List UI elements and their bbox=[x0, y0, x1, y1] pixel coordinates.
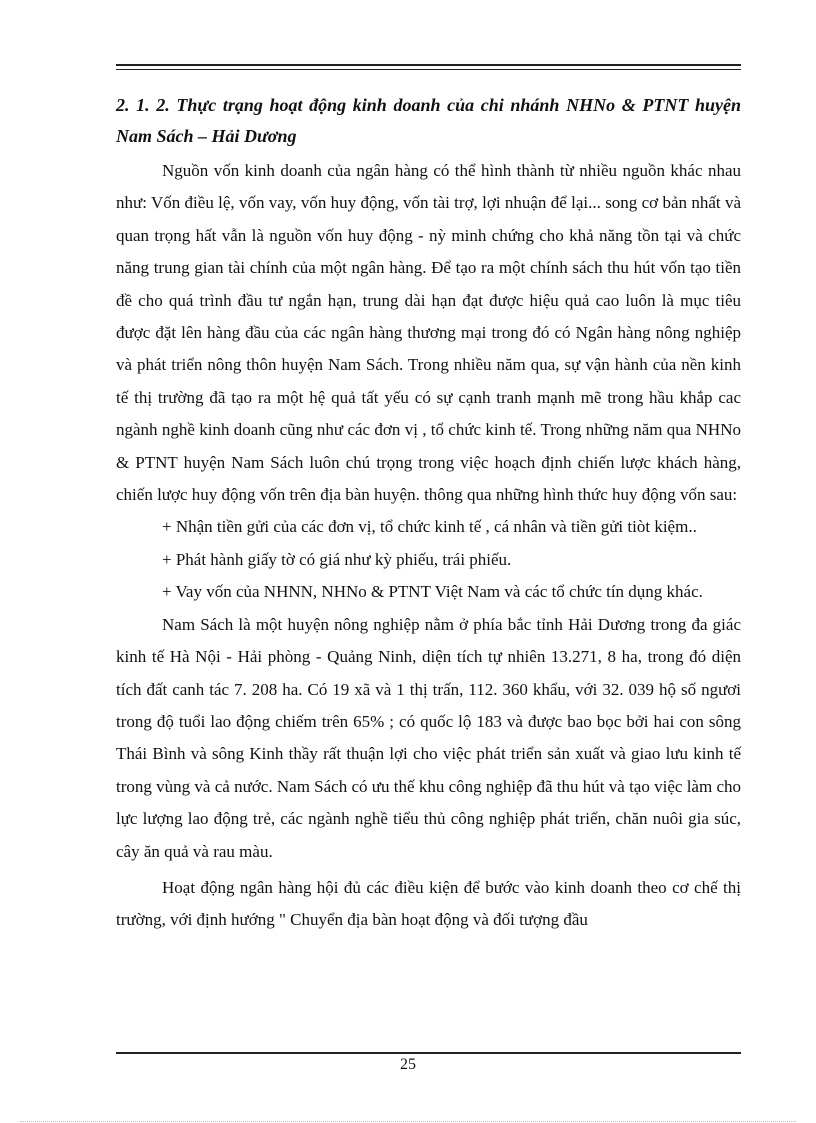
paragraph-nam-sach: Nam Sách là một huyện nông nghiệp nằm ở phía bắc tỉnh Hải Dương trong đa giác kinh tế Hà Nội - Hải phòng - Quảng Ninh, diện tích tự nhiên 13.271, 8 ha, trong đó diện tích đất canh tác 7. 208 ha. Có 19 xã và 1 thị trấn, 112. 360 khẩu, với 32. 039 hộ số ngươi trong độ tuổi lao động chiếm trên 65% ; có quốc lộ 183 và được bao bọc bởi hai con sông Thái Bình và sông Kinh thầy rất thuận lợi cho việc phát triển sản xuất và giao lưu kinh tế trong vùng và cả nước. Nam Sách có ưu thế khu công nghiệp đã thu hút và tạo việc làm cho lực lượng lao động trẻ, các ngành nghề tiểu thủ công nghiệp phát triển, chăn nuôi gia súc, cây ăn quả và rau màu. bbox=[116, 614, 741, 861]
paragraph-banking-activity: Hoạt động ngân hàng hội đủ các điều kiện để bước vào kinh doanh theo cơ chế thị trường, với định hướng " Chuyển địa bàn hoạt động và đối tượng đầu bbox=[116, 877, 741, 930]
footer-rule bbox=[116, 1052, 741, 1054]
page-content bbox=[116, 90, 741, 937]
header-rule-thin bbox=[116, 69, 741, 70]
header-rule-thick bbox=[116, 64, 741, 66]
bullet-bonds: + Phát hành giấy tờ có giá như kỳ phiếu, trái phiếu. bbox=[162, 549, 512, 569]
page-edge-dotted-line bbox=[20, 1121, 796, 1122]
bullet-deposits: + Nhận tiền gửi của các đơn vị, tổ chức kinh tế , cá nhân và tiền gửi tiòt kiệm.. bbox=[162, 517, 697, 537]
page-number: 25 bbox=[400, 1056, 416, 1073]
bullet-borrowing: + Vay vốn của NHNN, NHNo & PTNT Việt Nam và các tổ chức tín dụng khác. bbox=[162, 582, 703, 602]
paragraph-capital-sources: Nguồn vốn kinh doanh của ngân hàng có thể hình thành từ nhiều nguồn khác nhau như: Vốn điều lệ, vốn vay, vốn huy động, vốn tài trợ, lợi nhuận để lại... song cơ bản nhất và quan trọng hất vẫn là nguồn vốn huy động - nỳ minh chứng cho khả năng tồn tại và chức năng trung gian tài chính của một ngân hàng. Để tạo ra một chính sách thu hút vốn tạo tiền đề cho quá trình đầu tư ngắn hạn, trung dài hạn đạt được hiệu quả cao luôn là mục tiêu được đặt lên hàng đầu của các ngân hàng thương mại trong đó có Ngân hàng nông nghiệp và phát triển nông thôn huyện Nam Sách. Trong nhiều năm qua, sự vận hành của nền kinh tế thị trường đã tạo ra một hệ quả tất yếu có sự cạnh tranh mạnh mẽ trong hầu khắp cac ngành nghề kinh doanh cũng như các đơn vị , tổ chức kinh tế. Trong những năm qua NHNo & PTNT huyện Nam Sách luôn chú trọng trong việc hoạch định chiến lược khách hàng, chiến lược huy động vốn trên địa bàn huyện. thông qua những hình thức huy động vốn sau: bbox=[116, 161, 741, 505]
section-heading: 2. 1. 2. Thực trạng hoạt động kinh doanh của chi nhánh NHNo & PTNT huyện Nam Sách – Hải Dương bbox=[116, 95, 741, 146]
